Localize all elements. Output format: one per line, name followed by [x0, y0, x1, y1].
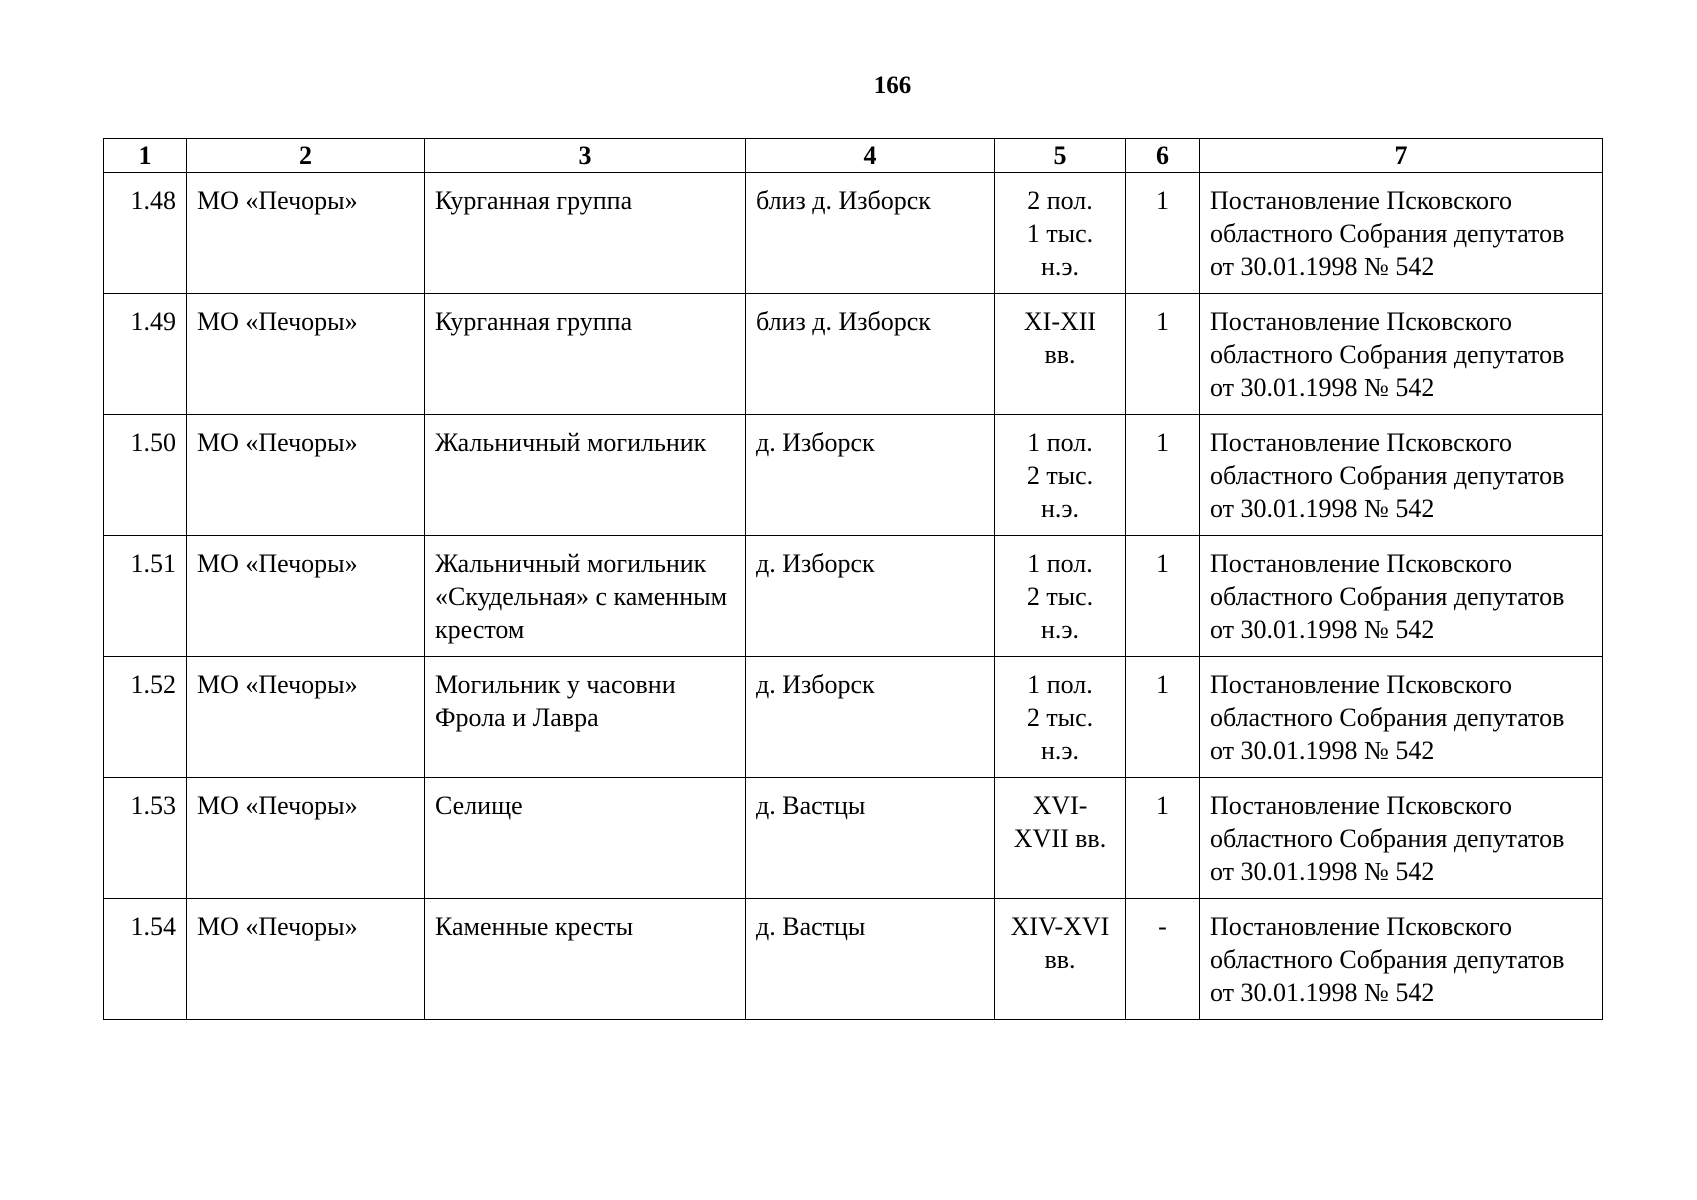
table-header — [104, 139, 1603, 173]
table-row — [104, 415, 1603, 536]
location-cell: д. Изборск — [746, 415, 995, 536]
location-cell: д. Изборск — [746, 536, 995, 657]
location-cell: близ д. Изборск — [746, 294, 995, 415]
municipality-cell: МО «Печоры» — [187, 899, 425, 1020]
column-header: 2 — [187, 139, 425, 173]
page-number: 166 — [873, 72, 912, 99]
municipality-cell: МО «Печоры» — [187, 415, 425, 536]
category-cell: - — [1126, 899, 1200, 1020]
dating-cell: XIV-XVI вв. — [995, 899, 1126, 1020]
monument-name-cell: Могильник у часовни Фрола и Лавра — [425, 657, 746, 778]
row-number-cell: 1.51 — [104, 536, 187, 657]
table-body — [104, 173, 1603, 1020]
document-cell: Постановление Псковского областного Собрания депутатов от 30.01.1998 № 542 — [1200, 899, 1603, 1020]
category-cell: 1 — [1126, 657, 1200, 778]
column-header: 7 — [1200, 139, 1603, 173]
municipality-cell: МО «Печоры» — [187, 173, 425, 294]
dating-cell: 1 пол. 2 тыс. н.э. — [995, 657, 1126, 778]
monument-name-cell: Курганная группа — [425, 294, 746, 415]
municipality-cell: МО «Печоры» — [187, 536, 425, 657]
table-row — [104, 173, 1603, 294]
column-header: 4 — [746, 139, 995, 173]
table-row — [104, 778, 1603, 899]
column-header: 5 — [995, 139, 1126, 173]
monument-name-cell: Жальничный могильник — [425, 415, 746, 536]
category-cell: 1 — [1126, 536, 1200, 657]
category-cell: 1 — [1126, 294, 1200, 415]
location-cell: близ д. Изборск — [746, 173, 995, 294]
row-number-cell: 1.53 — [104, 778, 187, 899]
document-cell: Постановление Псковского областного Собрания депутатов от 30.01.1998 № 542 — [1200, 778, 1603, 899]
column-header: 3 — [425, 139, 746, 173]
column-header: 6 — [1126, 139, 1200, 173]
location-cell: д. Вастцы — [746, 899, 995, 1020]
document-cell: Постановление Псковского областного Собрания депутатов от 30.01.1998 № 542 — [1200, 173, 1603, 294]
column-header: 1 — [104, 139, 187, 173]
monument-name-cell: Селище — [425, 778, 746, 899]
municipality-cell: МО «Печоры» — [187, 657, 425, 778]
category-cell: 1 — [1126, 778, 1200, 899]
header-row — [104, 139, 1603, 173]
table-row — [104, 657, 1603, 778]
monument-name-cell: Жальничный могильник «Скудельная» с каменным крестом — [425, 536, 746, 657]
document-cell: Постановление Псковского областного Собрания депутатов от 30.01.1998 № 542 — [1200, 294, 1603, 415]
category-cell: 1 — [1126, 415, 1200, 536]
municipality-cell: МО «Печоры» — [187, 294, 425, 415]
municipality-cell: МО «Печоры» — [187, 778, 425, 899]
category-cell: 1 — [1126, 173, 1200, 294]
monument-name-cell: Курганная группа — [425, 173, 746, 294]
location-cell: д. Изборск — [746, 657, 995, 778]
dating-cell: 1 пол. 2 тыс. н.э. — [995, 536, 1126, 657]
document-cell: Постановление Псковского областного Собрания депутатов от 30.01.1998 № 542 — [1200, 536, 1603, 657]
table-row — [104, 899, 1603, 1020]
location-cell: д. Вастцы — [746, 778, 995, 899]
dating-cell: 2 пол. 1 тыс. н.э. — [995, 173, 1126, 294]
dating-cell: XVI- XVII вв. — [995, 778, 1126, 899]
row-number-cell: 1.49 — [104, 294, 187, 415]
monuments-table — [103, 138, 1603, 1020]
table-row — [104, 294, 1603, 415]
document-cell: Постановление Псковского областного Собрания депутатов от 30.01.1998 № 542 — [1200, 657, 1603, 778]
dating-cell: 1 пол. 2 тыс. н.э. — [995, 415, 1126, 536]
table-row — [104, 536, 1603, 657]
row-number-cell: 1.54 — [104, 899, 187, 1020]
row-number-cell: 1.50 — [104, 415, 187, 536]
monument-name-cell: Каменные кресты — [425, 899, 746, 1020]
dating-cell: XI-XII вв. — [995, 294, 1126, 415]
document-cell: Постановление Псковского областного Собрания депутатов от 30.01.1998 № 542 — [1200, 415, 1603, 536]
row-number-cell: 1.48 — [104, 173, 187, 294]
row-number-cell: 1.52 — [104, 657, 187, 778]
